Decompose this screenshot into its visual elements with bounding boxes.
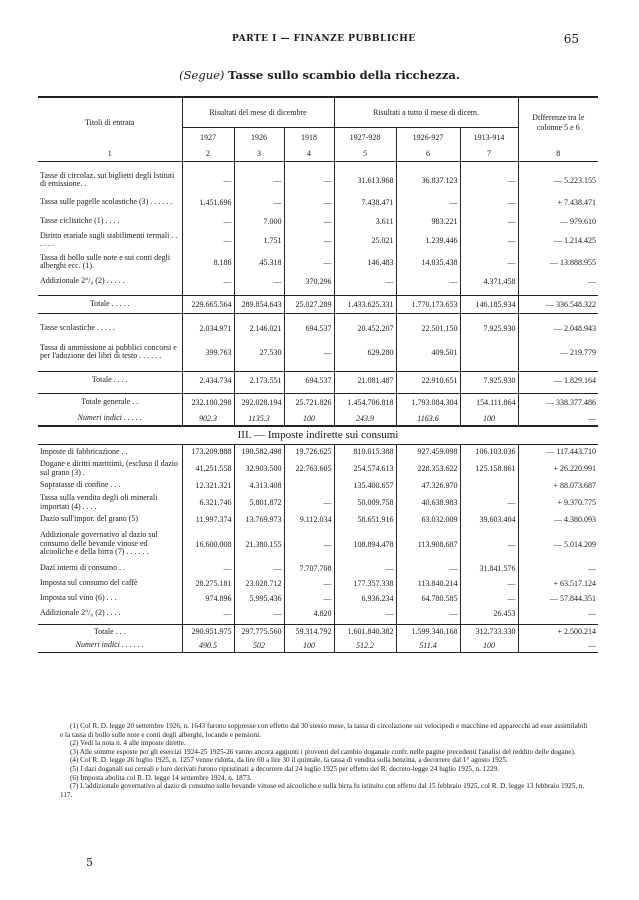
row-label: Imposta sul vino (6) . . . [40, 593, 117, 603]
cell-value: 125.158.861 [460, 459, 518, 478]
col-group-month: Risultati del mese di dicembre [182, 97, 334, 127]
cell-value [284, 478, 334, 493]
table-row [38, 319, 598, 337]
cell-value: 370.296 [284, 273, 334, 289]
cell-value: 7.707.708 [284, 561, 334, 576]
spacer-cell [284, 161, 334, 169]
cell-value [460, 478, 518, 493]
cell-value: 50.009.758 [334, 493, 396, 512]
cell-value: 629.280 [334, 337, 396, 367]
table-row [38, 273, 598, 289]
table-row [38, 191, 598, 213]
cell-difference: + 26.220.991 [518, 459, 598, 478]
cell-value: — [182, 213, 234, 229]
cell-value: 1.770.173.653 [396, 295, 460, 313]
cell-value: 1.433.625.331 [334, 295, 396, 313]
cell-value: 1163.6 [396, 411, 460, 426]
cell-value: — [396, 191, 460, 213]
footer-mark: 5 [86, 856, 93, 869]
cell-value: — [284, 213, 334, 229]
cell-value: 100 [460, 639, 518, 652]
row-label: Addizionale 2°/₀ (2) . . . . . [40, 275, 125, 285]
row-label: Dazi interni di consumo . . [40, 563, 126, 573]
cell-value: 229.665.564 [182, 295, 234, 313]
total-row [38, 371, 598, 389]
cell-difference: — 13.888.955 [518, 251, 598, 273]
table-row [38, 561, 598, 576]
spacer-row [38, 161, 598, 169]
row-label: Dogane e diritti marittimi, (escluso il dazio sul grano (3) . [40, 459, 178, 477]
cell-value: 7.925.930 [460, 371, 518, 389]
table-row [38, 337, 598, 367]
table-row [38, 512, 598, 527]
table-row [38, 606, 598, 621]
cell-value: 31.613.968 [334, 169, 396, 191]
footnote: (5) I dazi doganali sui cereali e loro derivati furono ripristinati a decorrere dal 24 luglio 1925 per effetto del R. decreto-legge 24 luglio 1925, n. 1229. [70, 764, 499, 773]
footnotes [60, 722, 590, 799]
cell-value: — [284, 527, 334, 561]
footnote: (7) L'addizionale governativo al dazio di consumo sulle bevande vinose ed alcooliche e sulla birra fu istituito con effetto dal 15 febbraio 1925, col R. D. legge 13 febbraio 1925, n. 117. [60, 782, 585, 799]
cell-value: 243.9 [334, 411, 396, 426]
table-row [38, 229, 598, 251]
col-header-titoli: Titoli di entrata [85, 118, 135, 127]
cell-difference: + 88.073.687 [518, 478, 598, 493]
table-row [38, 169, 598, 191]
cell-value: 2.434.734 [182, 371, 234, 389]
row-label: Tassa di ammissione ai pubblici concorsi e per l'adozione dei libri di testo . . . . . . [40, 342, 177, 360]
cell-value: 290.951.975 [182, 624, 234, 639]
cell-value: 11.997.374 [182, 512, 234, 527]
cell-difference: — 1.829.164 [518, 371, 598, 389]
cell-difference: + 7.438.471 [518, 191, 598, 213]
cell-value: 7.438.471 [334, 191, 396, 213]
cell-value: — [182, 229, 234, 251]
cell-value [460, 337, 518, 367]
cell-value: — [284, 251, 334, 273]
cell-value: 6.936.234 [334, 591, 396, 606]
row-label: Totale . . . [93, 626, 126, 636]
cell-value: 13.769.973 [234, 512, 284, 527]
cell-value: — [284, 229, 334, 251]
cell-value: 58.651.916 [334, 512, 396, 527]
cell-value: 9.112.034 [284, 512, 334, 527]
cell-value: 1.751 [234, 229, 284, 251]
col-year: 1927-928 [334, 127, 396, 147]
cell-value: 974.896 [182, 591, 234, 606]
table-row [38, 459, 598, 478]
cell-difference: — 5.014.209 [518, 527, 598, 561]
cell-value: 19.726.625 [284, 444, 334, 459]
cell-value: 312.733.330 [460, 624, 518, 639]
col-index: 2 [182, 147, 234, 161]
cell-value: 490.5 [182, 639, 234, 652]
col-year: 1926-927 [396, 127, 460, 147]
row-label: Totale . . . . . [89, 298, 130, 308]
col-index: 4 [284, 147, 334, 161]
cell-value: — [234, 606, 284, 621]
cell-value: 6.321.746 [182, 493, 234, 512]
cell-difference: — 4.380.093 [518, 512, 598, 527]
cell-value: — [460, 591, 518, 606]
cell-value: — [182, 561, 234, 576]
cell-value: 511.4 [396, 639, 460, 652]
cell-value: — [234, 561, 284, 576]
cell-value: — [460, 213, 518, 229]
cell-difference: — 5.223.155 [518, 169, 598, 191]
cell-value: 22.501.150 [396, 319, 460, 337]
cell-value: 59.314.792 [284, 624, 334, 639]
cell-difference: — [518, 273, 598, 289]
cell-value: 694.537 [284, 371, 334, 389]
cell-value: 694.537 [284, 319, 334, 337]
cell-value: — [284, 493, 334, 512]
cell-value: 7.925.930 [460, 319, 518, 337]
cell-value: 399.763 [182, 337, 234, 367]
cell-value: 8.186 [182, 251, 234, 273]
row-label: Tassa sulla vendita degli oli minerali importati (4) . . . . [40, 493, 158, 511]
cell-value: — [396, 273, 460, 289]
col-year: 1926 [234, 127, 284, 147]
cell-value: 5.995.436 [234, 591, 284, 606]
revenue-table [38, 96, 598, 653]
cell-value: — [334, 273, 396, 289]
cell-value: 40.638.983 [396, 493, 460, 512]
cell-value: 1.239.446 [396, 229, 460, 251]
cell-value: 810.015.388 [334, 444, 396, 459]
cell-value: 113.908.687 [396, 527, 460, 561]
cell-value: 4.371.458 [460, 273, 518, 289]
col-index: 5 [334, 147, 396, 161]
cell-value: — [460, 576, 518, 591]
spacer-cell [182, 161, 234, 169]
table-row [38, 444, 598, 459]
total-row [38, 295, 598, 313]
cell-value: 1.599.340.168 [396, 624, 460, 639]
cell-value: 12.321.321 [182, 478, 234, 493]
cell-value: 1.601.840.382 [334, 624, 396, 639]
cell-difference: — 57.844.351 [518, 591, 598, 606]
running-header: PARTE I — FINANZE PUBBLICHE [232, 34, 416, 44]
cell-value: — [182, 606, 234, 621]
col-header-differenze: Differenze tra le colonne 5 e 6 [518, 97, 598, 147]
cell-value: — [396, 606, 460, 621]
cell-value: 27.530 [234, 337, 284, 367]
row-label: Sopratasse di confine . . . [40, 480, 121, 490]
cell-value: — [396, 561, 460, 576]
cell-value: 100 [284, 639, 334, 652]
cell-value: 100 [284, 411, 334, 426]
cell-value: 902.3 [182, 411, 234, 426]
cell-value: 292.028.194 [234, 393, 284, 411]
cell-value: — [460, 191, 518, 213]
row-label: Addizionale governativo al dazio sul consumo delle bevande vinose ed alcooliche e della birra (7) . . . . . . [40, 530, 158, 557]
cell-value: 177.357.338 [334, 576, 396, 591]
title-segue: (Segue) [179, 68, 225, 82]
cell-value: — [334, 606, 396, 621]
table-row [38, 527, 598, 561]
cell-difference: — 2.048.943 [518, 319, 598, 337]
cell-value: 25.721.826 [284, 393, 334, 411]
cell-value: 190.582.498 [234, 444, 284, 459]
section-title: III. — Imposte indirette sui consumi [237, 429, 399, 442]
footnote: (1) Col R. D. legge 20 settembre 1926, n. 1643 furono soppresse con effetto dal 30 stesso mese, la tassa di circolazione sui velocipedi e macchine ed apparecchi ad esse assimilabili e la tassa di bollo sulle note e conti degli alberghi, locande e pensioni. [60, 722, 588, 739]
cell-value: 409.501 [396, 337, 460, 367]
cell-value: — [460, 493, 518, 512]
cell-value: 64.780.585 [396, 591, 460, 606]
cell-value: 135.400.657 [334, 478, 396, 493]
cell-difference: — 1.214.425 [518, 229, 598, 251]
cell-value: 41.251.558 [182, 459, 234, 478]
cell-value: — [284, 169, 334, 191]
cell-difference: + 9.370.775 [518, 493, 598, 512]
cell-value: 47.326.970 [396, 478, 460, 493]
cell-value: 4.820 [284, 606, 334, 621]
cell-value: 4.313.408 [234, 478, 284, 493]
cell-value: 28.275.181 [182, 576, 234, 591]
cell-value: 173.209.888 [182, 444, 234, 459]
cell-value: 983.221 [396, 213, 460, 229]
cell-value: — [460, 169, 518, 191]
footnote: (6) Imposta abolita col R. D. legge 14 settembre 1924, n. 1873. [70, 773, 252, 782]
cell-value: 2.034.971 [182, 319, 234, 337]
cell-value: 25.027.289 [284, 295, 334, 313]
cell-value: 228.353.622 [396, 459, 460, 478]
cell-difference: + 63.517.124 [518, 576, 598, 591]
total-row [38, 624, 598, 639]
cell-value: — [284, 576, 334, 591]
footnote: (3) Alle somme esposte per gli esercizi 1924-25 1925-26 vanno ancora aggiunti i proventi del cambio doganale confr. nelle pagine precedenti l'analisi del reddito delle dogane). [70, 747, 576, 756]
cell-value: — [284, 191, 334, 213]
cell-value: 26.453 [460, 606, 518, 621]
cell-value: — [234, 169, 284, 191]
col-group-total: Risultati a tutto il mese di dicem. [334, 97, 518, 127]
table-row [38, 576, 598, 591]
row-label: Numeri indici . . . . . [77, 412, 142, 422]
cell-difference: — 219.779 [518, 337, 598, 367]
cell-value: — [460, 527, 518, 561]
cell-value: 1.454.706.818 [334, 393, 396, 411]
row-label: Tassa sulle pagelle scolastiche (3) . . . . . . [40, 196, 173, 206]
col-index: 1 [107, 149, 112, 159]
table-row [38, 251, 598, 273]
cell-difference: — [518, 639, 598, 652]
row-label: Imposte di fabbricazione . . [40, 446, 128, 456]
cell-value: — [182, 169, 234, 191]
cell-value: — [284, 337, 334, 367]
cell-difference: — 338.377.486 [518, 393, 598, 411]
cell-value: 146.185.934 [460, 295, 518, 313]
cell-difference: — 336.548.322 [518, 295, 598, 313]
cell-value: — [234, 273, 284, 289]
cell-value: 31.841.576 [460, 561, 518, 576]
index-row [38, 411, 598, 426]
table-row [38, 493, 598, 512]
cell-difference: — [518, 561, 598, 576]
cell-value: 25.021 [334, 229, 396, 251]
row-label: Totale generale . . [81, 397, 139, 406]
cell-value: 289.854.643 [234, 295, 284, 313]
cell-value: 2.146.021 [234, 319, 284, 337]
table-title [0, 68, 639, 82]
cell-value: 14.035.438 [396, 251, 460, 273]
row-label: Tassa di bollo sulle note e sui conti degli alberghi ecc. (1). [40, 252, 171, 270]
cell-value: 154.111.864 [460, 393, 518, 411]
cell-value: 21.081.487 [334, 371, 396, 389]
cell-difference: — 117.443.710 [518, 444, 598, 459]
cell-value: 20.452.207 [334, 319, 396, 337]
cell-difference: — [518, 606, 598, 621]
cell-value: 502 [234, 639, 284, 652]
col-year: 1918 [284, 127, 334, 147]
row-label: Tasse scolastiche . . . . . [40, 322, 115, 332]
cell-value: 2.173.551 [234, 371, 284, 389]
cell-value: 297.775.560 [234, 624, 284, 639]
cell-value: 1.451.696 [182, 191, 234, 213]
cell-value: 22.763.605 [284, 459, 334, 478]
cell-value: 21.380.155 [234, 527, 284, 561]
row-label: Tasse ciclistiche (1) . . . . [40, 215, 120, 225]
row-label: Dazio sull'impor. del grano (5) [40, 514, 139, 524]
cell-value: 45.318 [234, 251, 284, 273]
title-main: Tasse sullo scambio della ricchezza. [228, 68, 460, 82]
cell-value: 16.600.008 [182, 527, 234, 561]
cell-value: 927.459.098 [396, 444, 460, 459]
spacer-cell [518, 161, 598, 169]
cell-value: 113.840.214 [396, 576, 460, 591]
cell-value: 254.574.613 [334, 459, 396, 478]
cell-value: 232.100.298 [182, 393, 234, 411]
cell-value: — [234, 191, 284, 213]
cell-value: 1135.3 [234, 411, 284, 426]
cell-value: 512.2 [334, 639, 396, 652]
table-row [38, 591, 598, 606]
table-row [38, 213, 598, 229]
spacer-cell [396, 161, 460, 169]
spacer-cell [38, 161, 182, 169]
col-year: 1913-914 [460, 127, 518, 147]
table-row [38, 478, 598, 493]
row-label: Addizionale 2°/₀ (2) . . . . [40, 608, 121, 618]
cell-difference: — [518, 411, 598, 426]
cell-value: 7.000 [234, 213, 284, 229]
cell-value: — [284, 591, 334, 606]
cell-value: — [334, 561, 396, 576]
col-index: 8 [518, 147, 598, 161]
cell-value: 23.028.712 [234, 576, 284, 591]
spacer-cell [234, 161, 284, 169]
cell-value: — [182, 273, 234, 289]
spacer-cell [460, 161, 518, 169]
cell-value: 63.032.009 [396, 512, 460, 527]
cell-value: 36.837.123 [396, 169, 460, 191]
spacer-cell [334, 161, 396, 169]
row-label: Tasse di circolaz. sui biglietti degli Istituti di emissione. . [40, 170, 175, 188]
cell-difference: — 979.610 [518, 213, 598, 229]
index-row [38, 639, 598, 652]
cell-value: — [460, 251, 518, 273]
col-index: 3 [234, 147, 284, 161]
cell-value: 108.894.478 [334, 527, 396, 561]
cell-value: 146.483 [334, 251, 396, 273]
page-number: 65 [563, 32, 579, 46]
row-label: Diritto erariale sugli stabilimenti termali . . . . . . [40, 230, 178, 248]
row-label: Imposta sul consumo del caffè [40, 578, 138, 588]
col-year: 1927 [182, 127, 234, 147]
row-label: Totale . . . . [91, 375, 128, 384]
cell-value: 1.793.084.304 [396, 393, 460, 411]
cell-difference: + 2.500.214 [518, 624, 598, 639]
cell-value: 5.801.872 [234, 493, 284, 512]
cell-value: 3.611 [334, 213, 396, 229]
col-index: 6 [396, 147, 460, 161]
col-index: 7 [460, 147, 518, 161]
cell-value: 100 [460, 411, 518, 426]
cell-value: 22.910.651 [396, 371, 460, 389]
cell-value: 32.903.500 [234, 459, 284, 478]
cell-value: — [460, 229, 518, 251]
footnote: (4) Col R. D. legge 26 luglio 1925, n. 1257 venne ridotta, da lire 60 a lire 30 il quintale, la tassa di vendita sulla benzina, a decorrere dal 1° agosto 1925. [70, 756, 508, 765]
grand-total-row [38, 393, 598, 411]
cell-value: 106.103.036 [460, 444, 518, 459]
section-row [38, 426, 598, 444]
row-label: Numeri indici . . . . . . [75, 640, 144, 649]
footnote: (2) Vedi la nota n. 4 alle imposte dirette. [70, 739, 186, 748]
cell-value: 39.603.404 [460, 512, 518, 527]
